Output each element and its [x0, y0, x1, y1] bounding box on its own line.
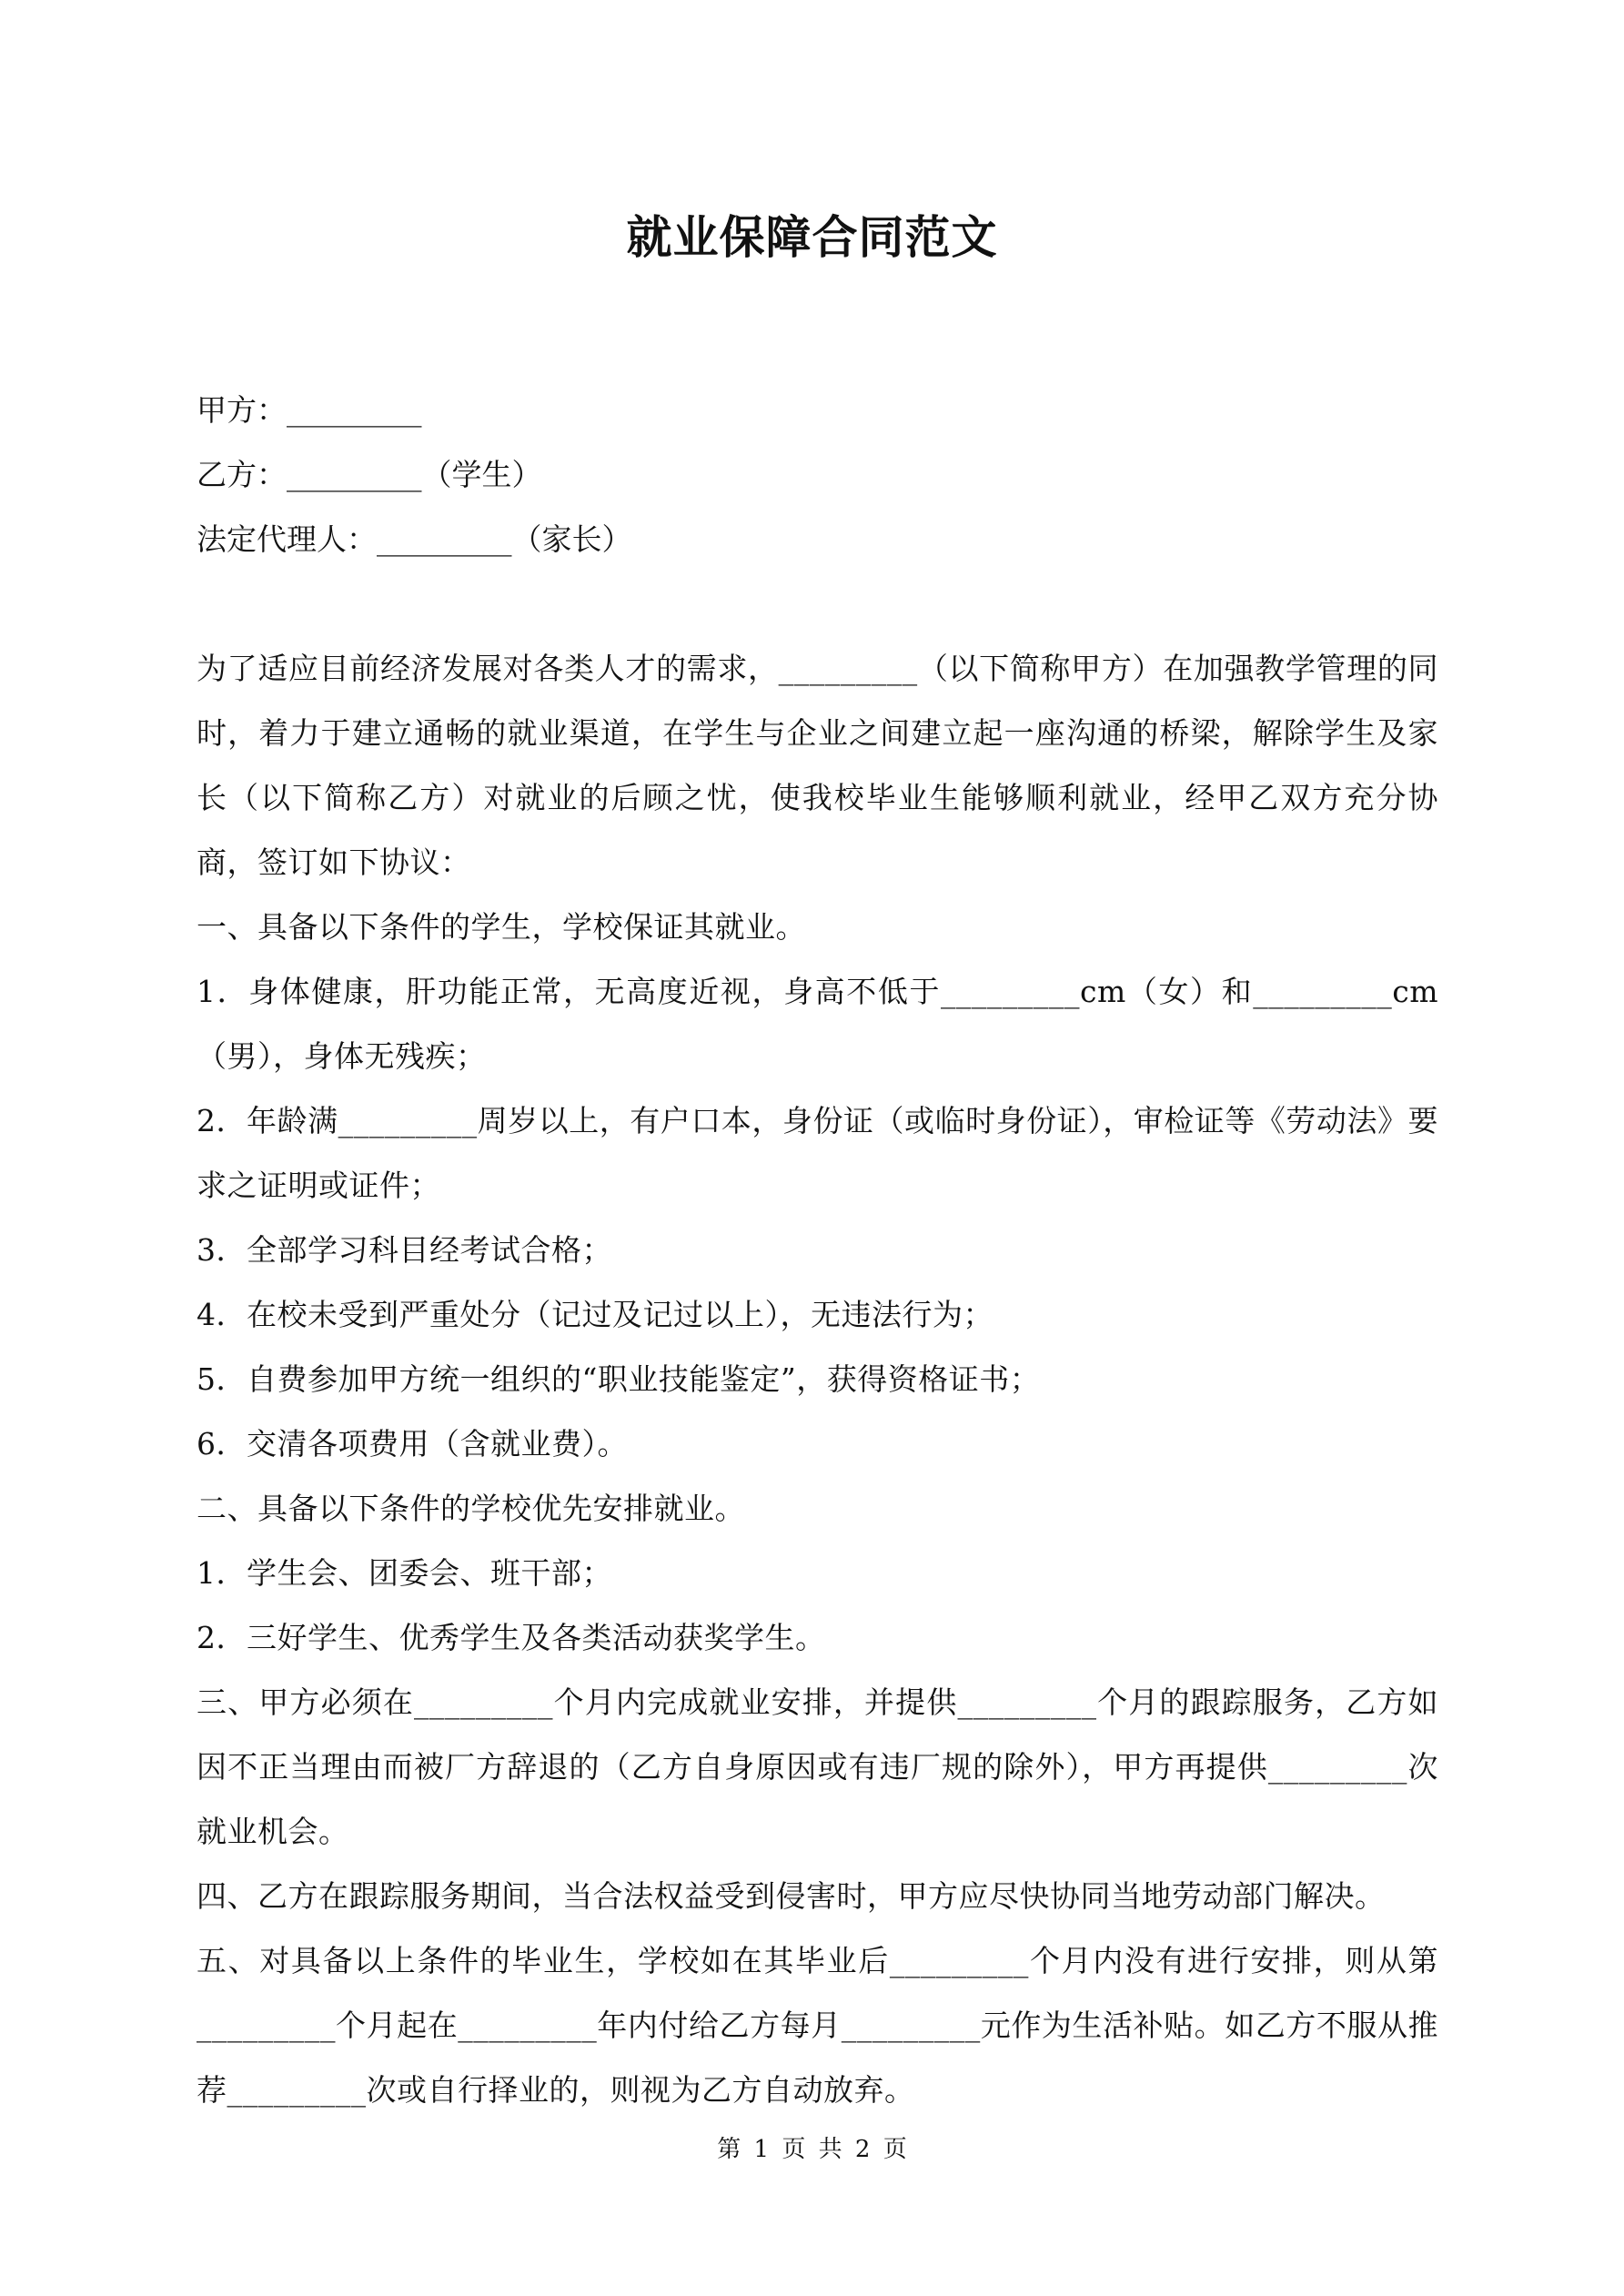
section-1-heading: 一、具备以下条件的学生，学校保证其就业。 [197, 909, 806, 945]
section-1-item-5: 5．自费参加甲方统一组织的“职业技能鉴定”，获得资格证书； [197, 1361, 1041, 1397]
section-5-paragraph: 五、对具备以上条件的毕业生，学校如在其毕业后_________个月内没有进行安排，则从第_________个月起在_________年内付给乙方每月_________元作为生活补贴。如乙方不服从推荐_________次或自行择业的，则视为乙方自动放弃。 [197, 1943, 1438, 2108]
document-title: 就业保障合同范文 [626, 210, 998, 264]
guardian-line: 法定代理人：_________（家长） [197, 521, 632, 557]
page-footer: 第 1 页 共 2 页 [717, 2136, 907, 2163]
section-2-item-1: 1．学生会、团委会、班干部； [197, 1555, 612, 1591]
party-b-line: 乙方：_________（学生） [197, 457, 542, 492]
section-2-heading: 二、具备以下条件的学校优先安排就业。 [197, 1491, 745, 1526]
section-1-item-3: 3．全部学习科目经考试合格； [197, 1232, 612, 1268]
section-1-item-4: 4．在校未受到严重处分（记过及记过以上），无违法行为； [197, 1297, 994, 1332]
section-1-item-1: 1．身体健康，肝功能正常，无高度近视，身高不低于_________cm（女）和_________cm（男），身体无残疾； [197, 974, 1438, 1074]
intro-paragraph: 为了适应目前经济发展对各类人才的需求，_________（以下简称甲方）在加强教学管理的同时，着力于建立通畅的就业渠道，在学生与企业之间建立起一座沟通的桥梁，解除学生及家长（以下简称乙方）对就业的后顾之忧，使我校毕业生能够顺利就业，经甲乙双方充分协商，签订如下协议： [197, 651, 1438, 880]
section-2-item-2: 2．三好学生、优秀学生及各类活动获奖学生。 [197, 1620, 826, 1655]
section-spacer [197, 571, 1438, 636]
section-1-item-6: 6．交清各项费用（含就业费）。 [197, 1426, 628, 1462]
document-body [197, 378, 1438, 2122]
section-3-paragraph: 三、甲方必须在_________个月内完成就业安排，并提供_________个月的跟踪服务，乙方如因不正当理由而被厂方辞退的（乙方自身原因或有违厂规的除外），甲方再提供_________次就业机会。 [197, 1684, 1438, 1849]
section-1-item-2: 2．年龄满_________周岁以上，有户口本，身份证（或临时身份证），审检证等《劳动法》要求之证明或证件； [197, 1103, 1438, 1203]
party-a-line: 甲方：_________ [197, 392, 422, 428]
section-4-paragraph: 四、乙方在跟踪服务期间，当合法权益受到侵害时，甲方应尽快协同当地劳动部门解决。 [197, 1878, 1386, 1914]
